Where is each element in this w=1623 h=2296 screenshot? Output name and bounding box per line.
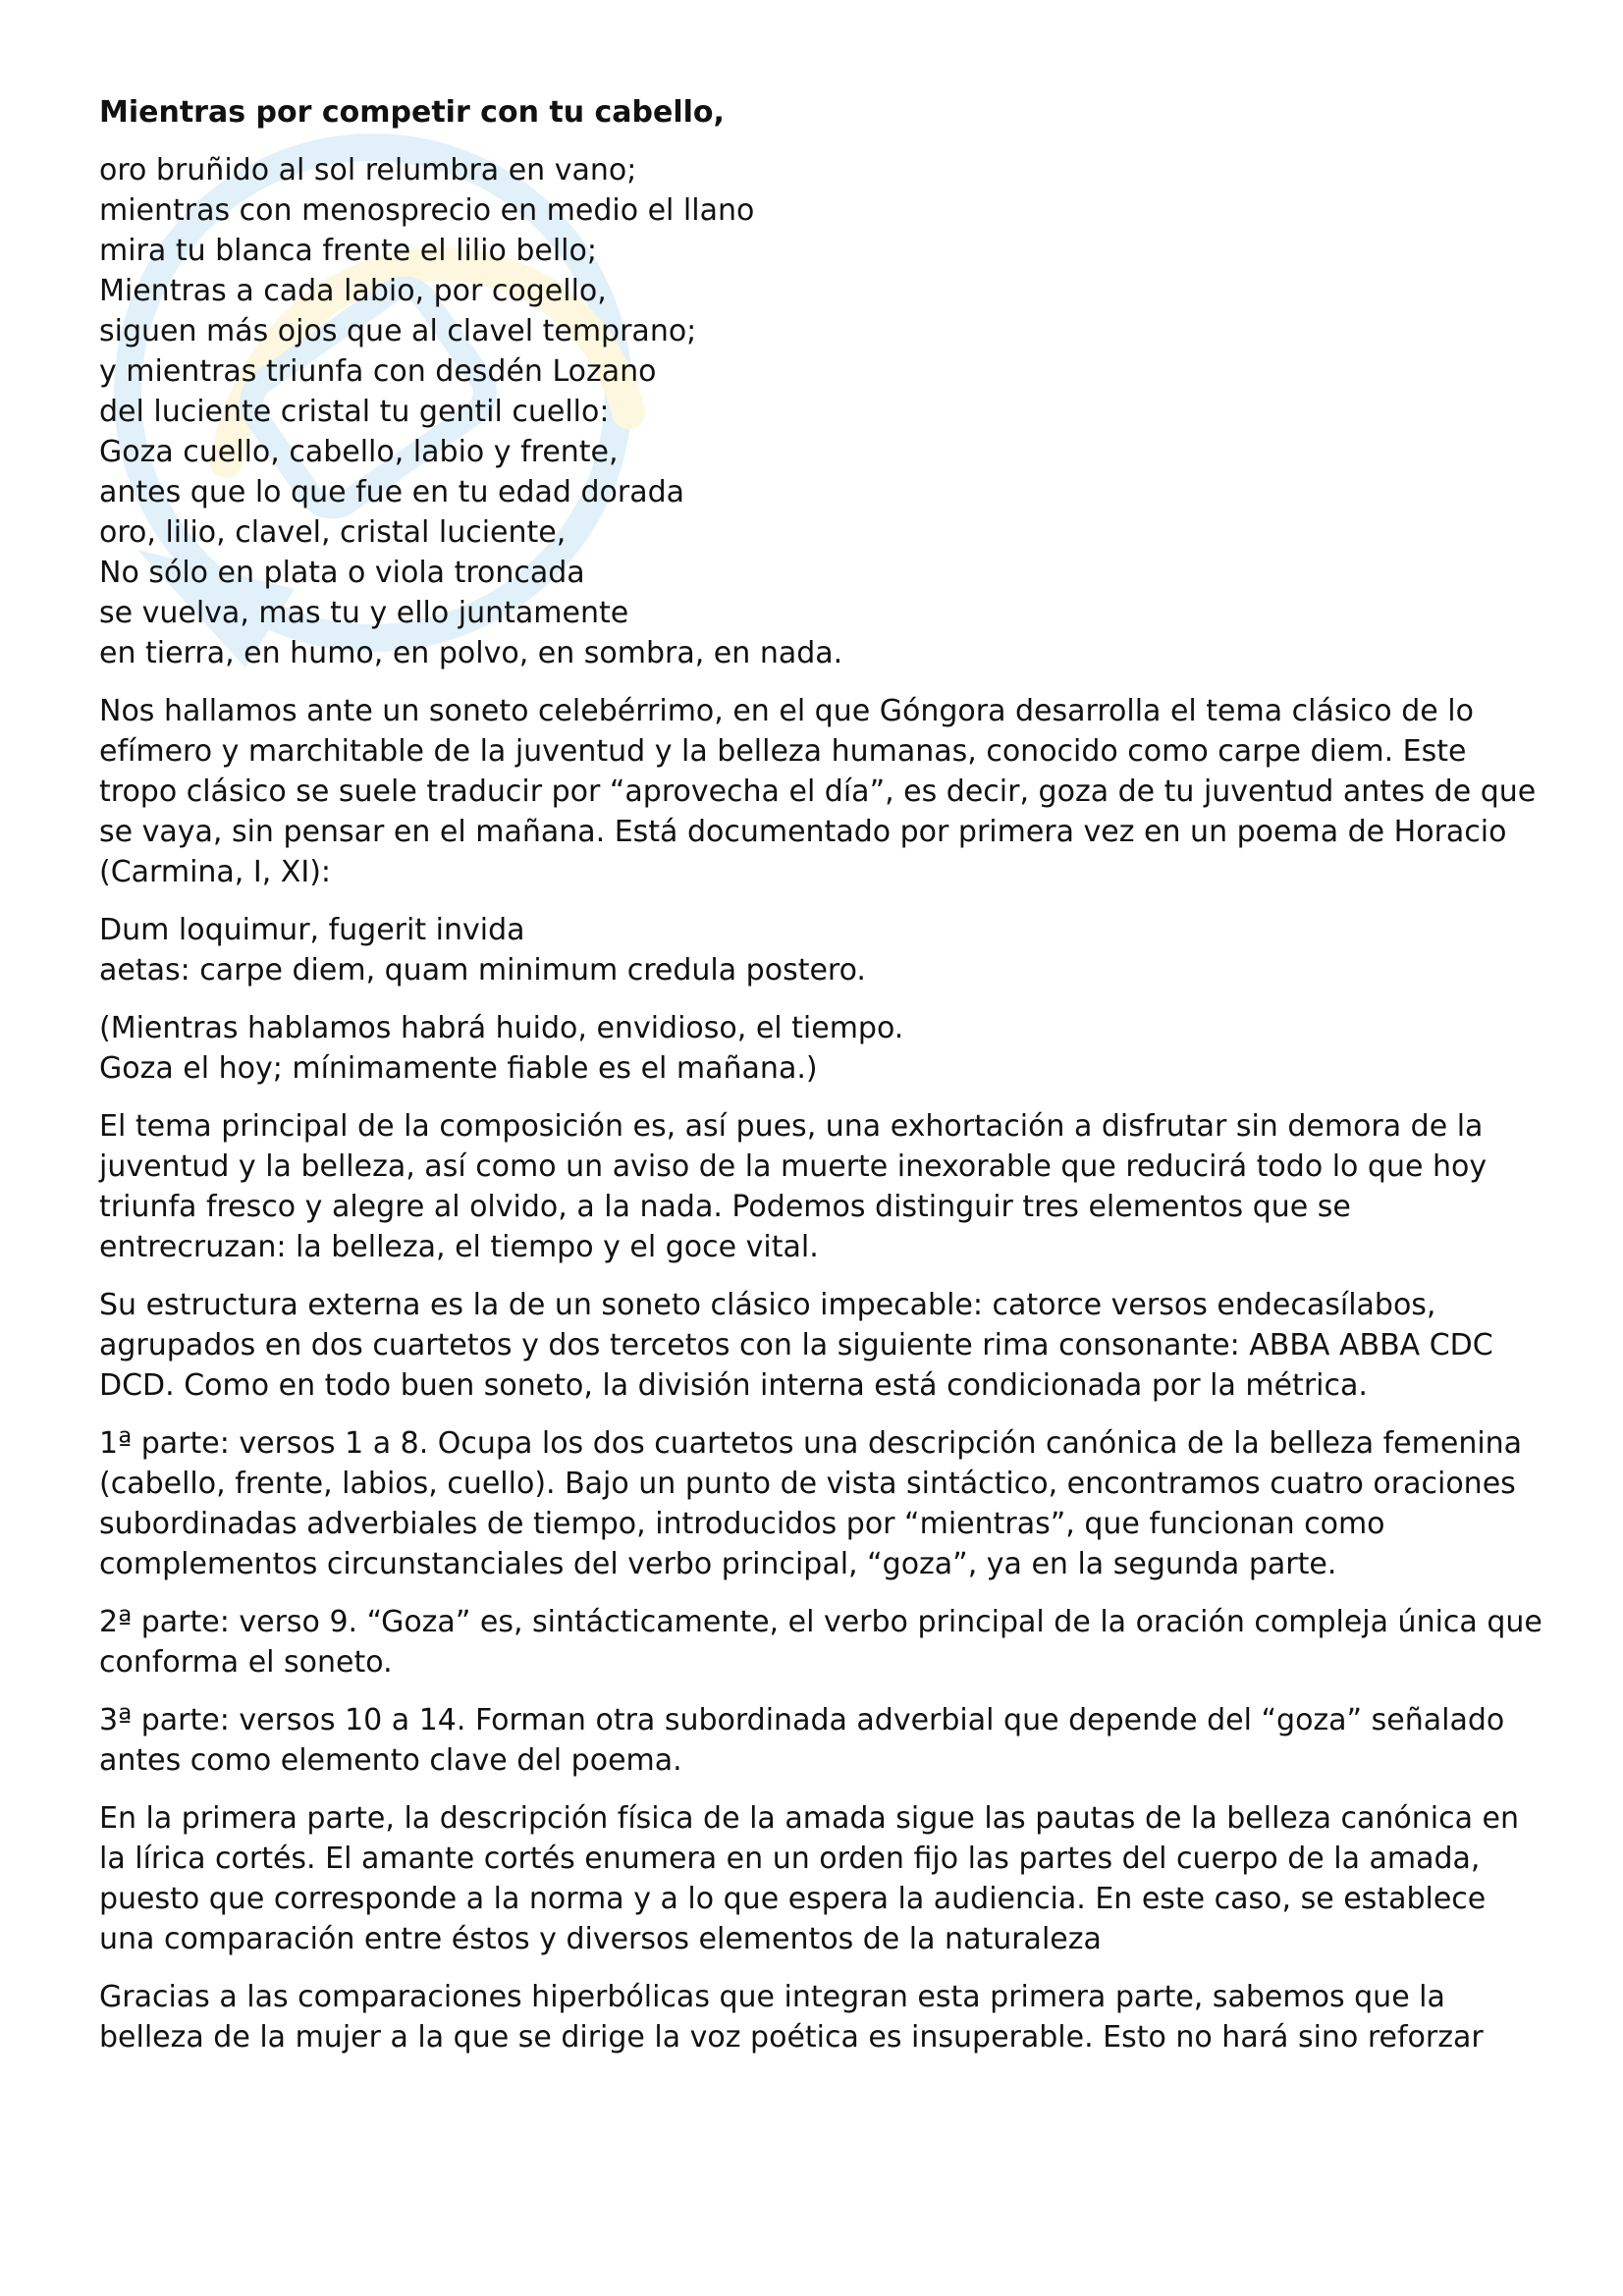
translation-quote-line: (Mientras hablamos habrá huido, envidioso, el tiempo. (99, 1011, 904, 1045)
poem-line: siguen más ojos que al clavel temprano; (99, 314, 697, 348)
structure-paragraph: Su estructura externa es la de un soneto clásico impecable: catorce versos endecasílabos, agrupados en dos cuartetos y dos tercetos con la siguiente rima consonante: ABBA ABBA CDC DCD. Como en todo buen soneto, la división interna está condicionada por la métrica. (99, 1288, 1493, 1403)
poem-line: en tierra, en humo, en polvo, en sombra, en nada. (99, 636, 843, 670)
poem-line: Mientras a cada labio, por cogello, (99, 274, 607, 308)
intro-paragraph: Nos hallamos ante un soneto celebérrimo, en el que Góngora desarrolla el tema clásico de lo efímero y marchitable de la juventud y la belleza humanas, conocido como carpe diem. Este tropo clásico se suele traducir por “aprovecha el día”, es decir, goza de tu juventud antes de que se vaya, sin pensar en el mañana. Está documentado por primera vez en un poema de Horacio (Carmina, I, XI): (99, 694, 1537, 889)
part-three-paragraph: 3ª parte: versos 10 a 14. Forman otra subordinada adverbial que depende del “goza” señalado antes como elemento clave del poema. (99, 1703, 1505, 1778)
poem-line: y mientras triunfa con desdén Lozano (99, 354, 657, 389)
poem-title: Mientras por competir con tu cabello, (99, 95, 725, 130)
poem-verses (99, 150, 1542, 673)
poem-line: antes que lo que fue en tu edad dorada (99, 475, 685, 509)
poem-line: mira tu blanca frente el lilio bello; (99, 234, 597, 268)
description-paragraph: En la primera parte, la descripción física de la amada sigue las pautas de la belleza canónica en la lírica cortés. El amante cortés enumera en un orden fijo las partes del cuerpo de la amada, puesto que corresponde a la norma y a lo que espera la audiencia. En este caso, se establece una comparación entre éstos y diversos elementos de la naturaleza (99, 1801, 1520, 1956)
poem-line: oro bruñido al sol relumbra en vano; (99, 153, 637, 187)
translation-quote (99, 1008, 1542, 1089)
latin-quote-line: Dum loquimur, fugerit invida (99, 913, 525, 947)
poem-line: se vuelva, mas tu y ello juntamente (99, 596, 629, 630)
translation-quote-line: Goza el hoy; mínimamente fiable es el mañana.) (99, 1051, 818, 1086)
latin-quote (99, 910, 1542, 990)
part-two-paragraph: 2ª parte: verso 9. “Goza” es, sintácticamente, el verbo principal de la oración compleja única que conforma el soneto. (99, 1605, 1542, 1680)
poem-line: del luciente cristal tu gentil cuello: (99, 395, 610, 429)
document-content (99, 92, 1542, 2075)
latin-quote-line: aetas: carpe diem, quam minimum credula postero. (99, 953, 866, 988)
poem-line: Goza cuello, cabello, labio y frente, (99, 435, 619, 469)
comparison-paragraph: Gracias a las comparaciones hiperbólicas que integran esta primera parte, sabemos que la belleza de la mujer a la que se dirige la voz poética es insuperable. Esto no hará sino reforzar (99, 1980, 1484, 2055)
part-one-paragraph: 1ª parte: versos 1 a 8. Ocupa los dos cuartetos una descripción canónica de la belleza femenina (cabello, frente, labios, cuello). Bajo un punto de vista sintáctico, encontramos cuatro oraciones subordinadas adverbiales de tiempo, introducidos por “mientras”, que funcionan como complementos circunstanciales del verbo principal, “goza”, ya en la segunda parte. (99, 1426, 1523, 1581)
poem-line: mientras con menosprecio en medio el llano (99, 193, 755, 228)
poem-line: oro, lilio, clavel, cristal luciente, (99, 515, 567, 550)
theme-paragraph: El tema principal de la composición es, así pues, una exhortación a disfrutar sin demora de la juventud y la belleza, así como un aviso de la muerte inexorable que reducirá todo lo que hoy triunfa fresco y alegre al olvido, a la nada. Podemos distinguir tres elementos que se entrecruzan: la belleza, el tiempo y el goce vital. (99, 1109, 1488, 1264)
poem-line: No sólo en plata o viola troncada (99, 556, 585, 590)
